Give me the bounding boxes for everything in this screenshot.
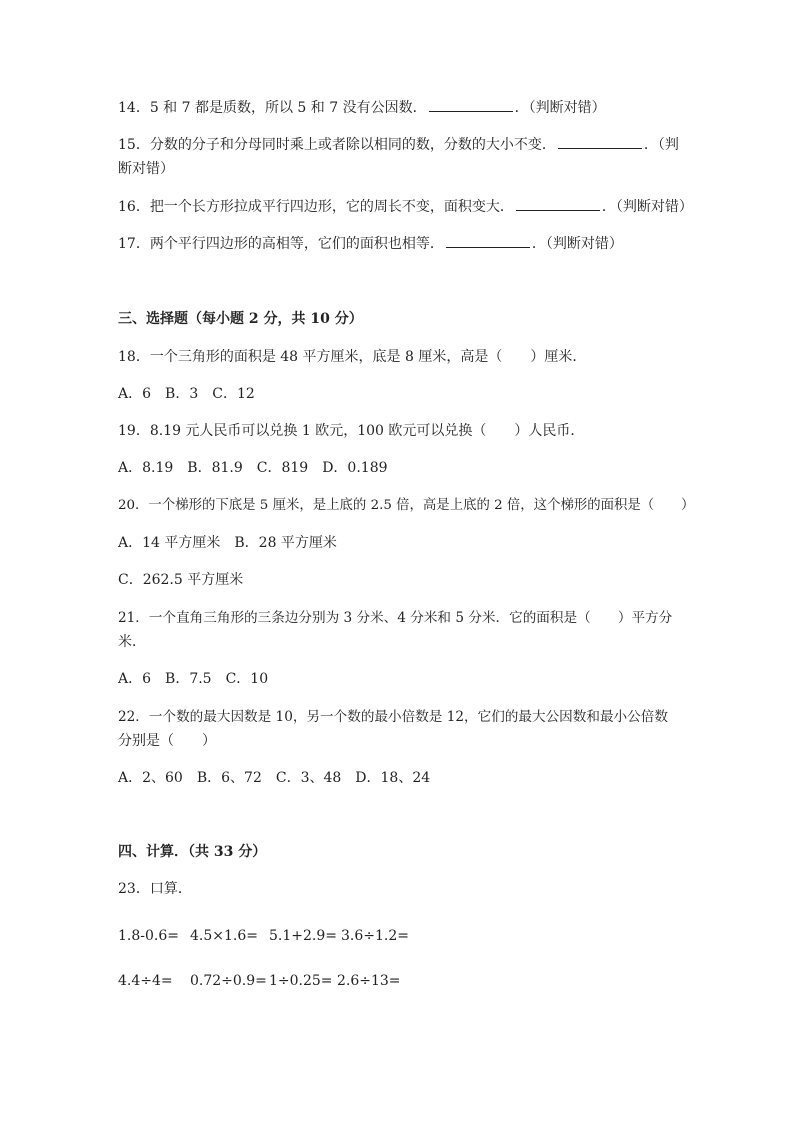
question-21-options xyxy=(118,667,688,691)
question-18: 18．一个三角形的面积是 48 平方厘米，底是 8 厘米，高是（ ）厘米． xyxy=(118,349,587,365)
question-16-text: 16．把一个长方形拉成平行四边形，它的周长不变，面积变大． xyxy=(118,199,514,215)
option-d[interactable]: D．0.189 xyxy=(322,460,388,476)
calc-item: 1.8-0.6= xyxy=(118,928,179,944)
option-c[interactable]: C．819 xyxy=(256,460,309,476)
option-c[interactable]: C．10 xyxy=(225,671,269,687)
question-21-continued: 米． xyxy=(118,634,146,650)
question-16-suffix: ．（判断对错） xyxy=(601,199,693,215)
calc-item: 4.4÷4= xyxy=(118,973,173,989)
question-17-suffix: ．（判断对错） xyxy=(531,236,623,252)
question-20-options xyxy=(118,531,688,555)
option-d[interactable]: D．18、24 xyxy=(355,770,431,786)
calc-item: 5.1+2.9= xyxy=(269,928,337,944)
question-20: 20．一个梯形的下底是 5 厘米，是上底的 2.5 倍，高是上底的 2 倍，这个梯形的面积是（ ） xyxy=(118,498,695,513)
question-18-options xyxy=(118,382,688,406)
question-15-suffix: ．（判 xyxy=(643,137,679,153)
calc-item: 1÷0.25= xyxy=(269,973,333,989)
question-22-continued: 分别是（ ） xyxy=(118,733,216,749)
question-17-text: 17．两个平行四边形的高相等，它们的面积也相等． xyxy=(118,236,444,252)
question-14-text: 14．5 和 7 都是质数，所以 5 和 7 没有公因数． xyxy=(118,100,427,116)
question-22-options xyxy=(118,766,688,790)
option-b[interactable]: B．28 平方厘米 xyxy=(234,535,337,551)
question-15-continued: 断对错） xyxy=(118,161,174,177)
question-14 xyxy=(118,96,688,120)
answer-blank-17[interactable] xyxy=(446,233,530,248)
option-a[interactable]: A．8.19 xyxy=(118,460,174,476)
calc-row-2 xyxy=(118,969,688,993)
question-17 xyxy=(118,232,688,256)
option-c[interactable]: C．12 xyxy=(212,386,255,402)
question-15 xyxy=(118,133,688,157)
calc-item: 0.72÷0.9= xyxy=(190,973,267,989)
question-19: 19．8.19 元人民币可以兑换 1 欧元，100 欧元可以兑换（ ）人民币． xyxy=(118,423,585,439)
calc-item: 3.6÷1.2= xyxy=(341,928,409,944)
option-a[interactable]: A．6 xyxy=(118,386,152,402)
question-19-options xyxy=(118,456,688,480)
option-b[interactable]: B．6、72 xyxy=(196,770,262,786)
question-14-suffix: ．（判断对错） xyxy=(514,100,606,116)
option-c[interactable]: C．3、48 xyxy=(275,770,342,786)
question-21: 21．一个直角三角形的三条边分别为 3 分米、4 分米和 5 分米．它的面积是（ ）平方分 xyxy=(118,610,673,626)
question-15-text: 15．分数的分子和分母同时乘上或者除以相同的数，分数的大小不变． xyxy=(118,137,556,153)
calc-row-1 xyxy=(118,924,688,948)
question-16 xyxy=(118,195,693,219)
calc-item: 4.5×1.6= xyxy=(190,928,258,944)
question-23: 23．口算． xyxy=(118,881,192,897)
option-a[interactable]: A．6 xyxy=(118,671,152,687)
question-22: 22．一个数的最大因数是 10，另一个数的最小倍数是 12，它们的最大公因数和最小公倍数 xyxy=(118,709,668,725)
option-b[interactable]: B．3 xyxy=(165,386,199,402)
option-a[interactable]: A．14 平方厘米 xyxy=(118,535,221,551)
section-4-heading: 四、计算．（共 33 分） xyxy=(118,844,267,860)
calc-item: 2.6÷13= xyxy=(337,973,401,989)
option-a[interactable]: A．2、60 xyxy=(118,770,183,786)
answer-blank-15[interactable] xyxy=(558,134,642,149)
option-b[interactable]: B．81.9 xyxy=(187,460,243,476)
answer-blank-16[interactable] xyxy=(516,196,600,211)
section-3-heading: 三、选择题（每小题 2 分，共 10 分） xyxy=(118,311,363,327)
option-b[interactable]: B．7.5 xyxy=(165,671,212,687)
question-20-option-c[interactable]: C．262.5 平方厘米 xyxy=(118,572,244,588)
answer-blank-14[interactable] xyxy=(429,97,513,112)
